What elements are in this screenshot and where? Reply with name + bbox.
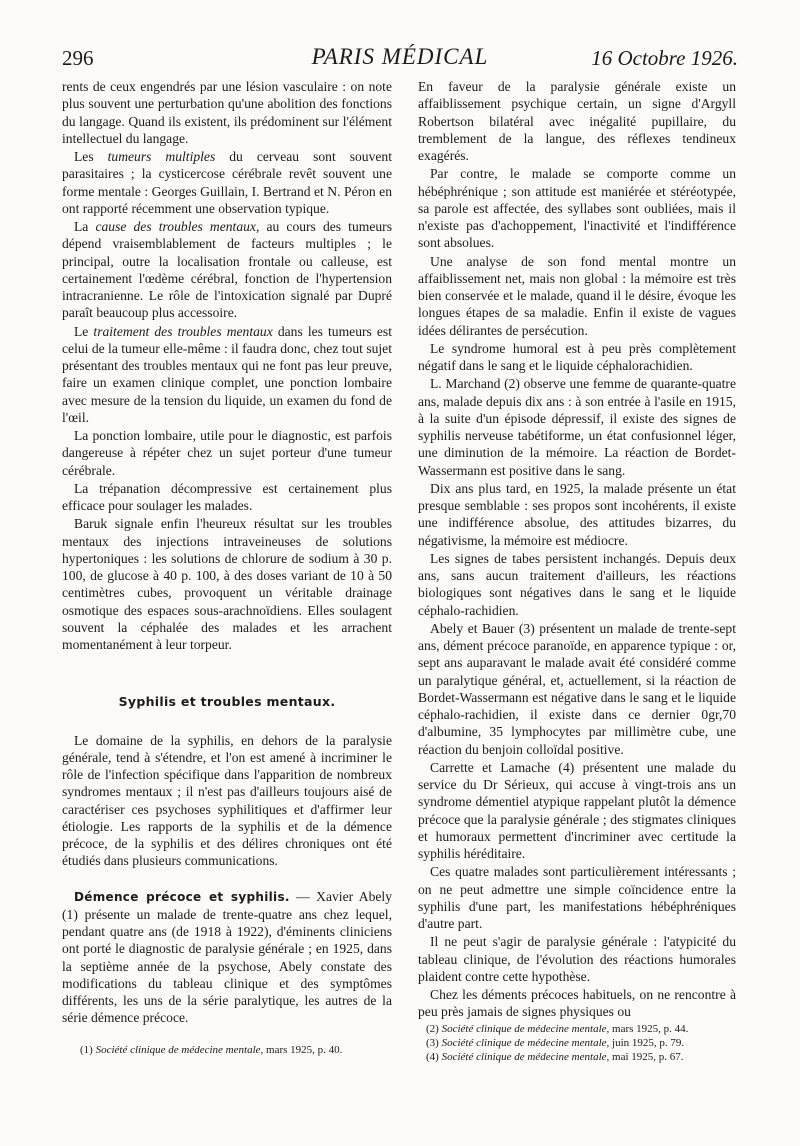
footnote-area-right — [426, 1022, 736, 1064]
page-header — [62, 40, 738, 76]
italic-term: traitement des troubles mentaux — [93, 323, 273, 339]
footnote-detail: mars 1925, p. 44. — [609, 1023, 689, 1035]
footnote-detail: mai 1925, p. 67. — [609, 1051, 684, 1063]
journal-title: PARIS MÉDICAL — [311, 44, 489, 69]
paragraph: En faveur de la paralysie générale existe un affaiblissement psychique certain, un signe d'Argyll Robertson bilatéral avec inégalité pupillaire, du tremblement de la langue, des réflexes tendineux exagérés. — [418, 79, 736, 163]
text-run: au cours des tumeurs dépend vraisemblablement de facteurs multiples ; le principal, outre la localisation frontale ou calleuse, est certainement l'œdème cérébral, fonction de l'hypertension intracranienne. Le rôle de l'intoxication signalé par Dupré paraît beaucoup plus accessoire. — [62, 219, 392, 321]
run-in-heading: Démence précoce et syphilis. — [74, 889, 290, 904]
footnote-detail: mars 1925, p. 40. — [263, 1044, 343, 1056]
paragraph: Ces quatre malades sont particulièrement intéressants ; on ne peut admettre une simple coïncidence entre la syphilis d'une part, les manifestations hébéphréniques d'autre part. — [418, 864, 736, 931]
paragraph — [62, 323, 392, 427]
paragraph: Il ne peut s'agir de paralysie générale : l'atypicité du tableau clinique, de l'évolution des réactions humorales plaident contre cette hypothèse. — [418, 934, 736, 984]
paragraph: Baruk signale enfin l'heureux résultat sur les troubles mentaux des injections intraveineuses de solutions hypertoniques : les solutions de chlorure de sodium à 30 p. 100, de glucose à 40 p. 100, à des doses variant de 10 à 50 centimètres cubes, provoquent un véritable drainage osmotique des espaces sous-arachnoïdiens. Elles soulagent souvent la céphalée des malades et les arrachent momentanément à leur torpeur. — [62, 516, 392, 652]
footnote-detail: juin 1925, p. 79. — [609, 1037, 685, 1049]
paragraph: Dix ans plus tard, en 1925, la malade présente un état presque semblable : ses propos sont incohérents, il existe une indifférence absolue, des attitudes bizarres, du négativisme, la mémoire est médiocre. — [418, 480, 736, 548]
footnote-number: (4) — [426, 1051, 442, 1063]
paragraph: Le domaine de la syphilis, en dehors de la paralysie générale, tend à s'étendre, et l'on est amené à incriminer le rôle de l'infection spécifique dans l'apparition de nombreux syndromes mentaux ; il n'est pas d'ailleurs toujours aisé de caractériser ces psychoses syphilitiques et d'affirmer leur étiologie. Les rapports de la syphilis et de la démence précoce, de la syphilis et des délires chroniques ont été étudiés dans plusieurs communications. — [62, 732, 392, 869]
paragraph: Chez les déments précoces habituels, on ne rencontre à peu près jamais de signes physiques ou — [418, 987, 736, 1020]
footnote-number: (1) — [80, 1044, 96, 1056]
text-run: La — [74, 219, 96, 234]
paragraph: Carrette et Lamache (4) présentent une malade du service du Dr Sérieux, qui accuse à vingt-trois ans un syndrome démentiel atypique rappelant plutôt la démence précoce que la paralysie générale ; des stigmates cliniques et humoraux permettent d'incriminer avec certitude la syphilis héréditaire. — [418, 759, 736, 861]
left-column — [62, 78, 392, 1027]
footnote-source: Société clinique de médecine mentale, — [441, 1051, 610, 1063]
right-column — [418, 78, 736, 1021]
paragraph — [62, 218, 392, 322]
footnote-source: Société clinique de médecine mentale, — [95, 1044, 264, 1056]
page-number: 296 — [62, 46, 94, 70]
paragraph: Une analyse de son fond mental montre un affaiblissement net, mais non global : la mémoire est très bien conservée et le malade, quand il le désire, évoque les longues étapes de sa maladie. Enfin il existe de vagues idées délirantes de persécution. — [418, 253, 736, 338]
paragraph: La ponction lombaire, utile pour le diagnostic, est parfois dangereuse à répéter chez un sujet porteur d'une tumeur cérébrale. — [62, 428, 392, 478]
section-heading: Syphilis et troubles mentaux. — [118, 694, 336, 710]
spacer — [62, 870, 392, 888]
paragraph: rents de ceux engendrés par une lésion vasculaire : on note plus souvent une perturbation qu'une abolition des fonctions du langage. Quand ils existent, ils prédominent sur l'élément intellectuel du langage. — [62, 79, 392, 146]
text-run: Le — [74, 323, 94, 339]
footnote — [426, 1036, 736, 1050]
paragraph: Abely et Bauer (3) présentent un malade de trente-sept ans, dément précoce paranoïde, en apparence typique : or, sept ans auparavant le malade avait été considéré comme un paralytique général, et, actuellement, si la réaction de Bordet-Wassermann est négative dans le sang et le liquide céphalo-rachidien, il existe dans ce dernier 0gr,70 d'albumine, 35 lymphocytes par millimètre cube, une réaction du benjoin colloïdal positive. — [418, 620, 736, 757]
paragraph: Par contre, le malade se comporte comme un hébéphrénique ; son attitude est maniérée et stéréotypée, sa parole est affectée, des syllabes sont oubliées, mais il n'existe pas d'achoppement, l'inactivité et l'indifférence sont absolues. — [418, 166, 736, 251]
text-run: dans les tumeurs est celui de la tumeur elle-même : il faudra donc, chez tout sujet présentant des troubles mentaux qui ne font pas leur preuve, faire un examen clinique complet, une ponction lombaire avec mesure de la tension du liquide, un examen du fond de l'œil. — [62, 323, 392, 425]
paragraph — [62, 888, 392, 1027]
footnote-number: (3) — [426, 1037, 442, 1049]
footnote — [426, 1022, 736, 1036]
paragraph: Les signes de tabes persistent inchangés. Depuis deux ans, sans aucun traitement d'ailleurs, les réactions biologiques sont négatives dans le sang et le liquide céphalo-rachidien. — [418, 550, 736, 618]
text-run: — Xavier Abely (1) présente un malade de trente-quatre ans chez lequel, pendant quatre ans (de 1918 à 1922), d'éminents cliniciens ont porté le diagnostic de paralysie générale ; en 1925, dans la septième année de la psychose, Abely constate des modifications du tableau clinique et des symptômes différents, les uns de la série paralytique, les autres de la série démence précoce. — [62, 888, 392, 1026]
footnote-area-left — [80, 1043, 400, 1057]
text-run: du cerveau sont souvent parasitaires ; la cysticercose cérébrale revêt souvent une forme mentale : Georges Guillain, I. Bertrand et N. Péron en ont rapporté récemment une observation typique. — [62, 149, 393, 216]
italic-term: cause des troubles mentaux, — [95, 219, 260, 234]
footnote-source: Société clinique de médecine mentale, — [441, 1037, 610, 1049]
text-run: Les — [74, 149, 108, 164]
footnote-source: Société clinique de médecine mentale, — [441, 1023, 610, 1035]
italic-term: tumeurs multiples — [107, 149, 216, 164]
paragraph: La trépanation décompressive est certainement plus efficace pour soulager les malades. — [62, 480, 392, 513]
footnote — [426, 1050, 736, 1064]
footnote — [80, 1043, 400, 1057]
paragraph: Le syndrome humoral est à peu près complètement négatif dans le sang et le liquide céphalorachidien. — [418, 340, 736, 373]
issue-date: 16 Octobre 1926. — [591, 46, 738, 70]
paragraph: L. Marchand (2) observe une femme de quarante-quatre ans, malade depuis dix ans : à son entrée à l'asile en 1915, à la suite d'un épisode dépressif, il existe des signes de syphilis nerveuse tabétiforme, un état confusionnel léger, une diminution de la mémoire. La réaction de Bordet-Wassermann est positive dans le sang. — [418, 376, 736, 478]
footnote-number: (2) — [426, 1023, 442, 1035]
paragraph — [62, 148, 392, 217]
